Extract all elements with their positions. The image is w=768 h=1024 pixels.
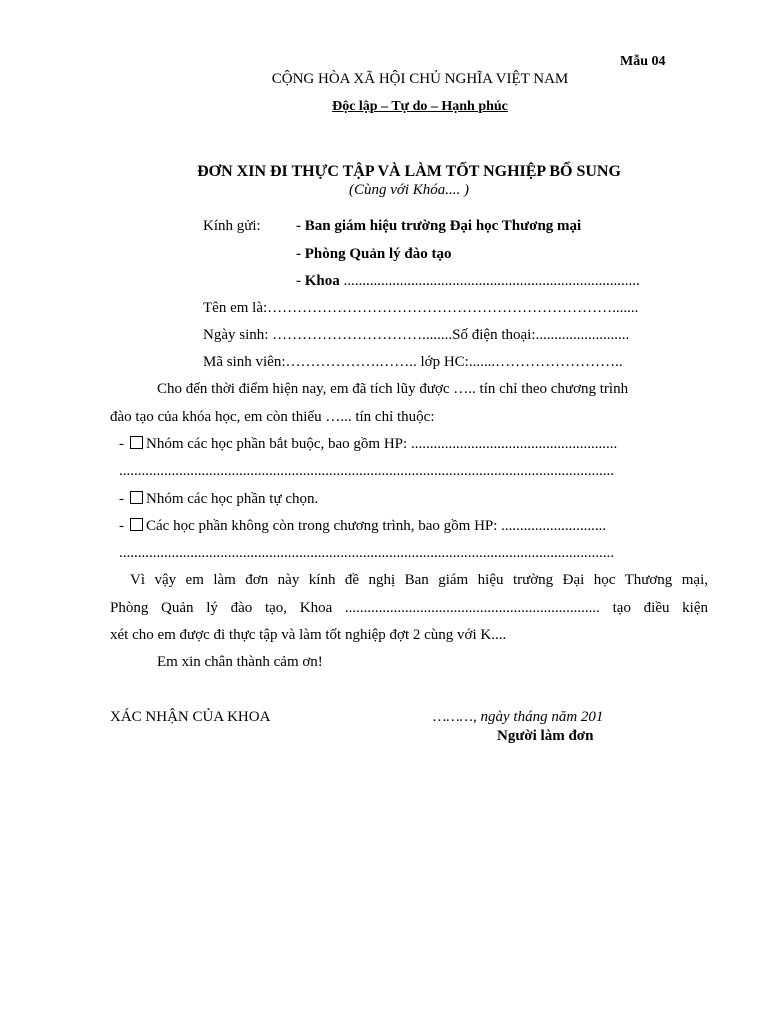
recipient-label: Kính gửi: (203, 218, 261, 234)
thanks-line: Em xin chân thành cảm ơn! (157, 654, 323, 670)
student-id-field: Mã sinh viên:……………….…….. lớp HC:.......…………………….. (203, 354, 623, 370)
paragraph-1-line-1: Cho đến thời điểm hiện nay, em đã tích lũy được ….. tín chỉ theo chương trình (157, 381, 629, 397)
recipient-line-1: - Ban giám hiệu trường Đại học Thương mại (296, 218, 582, 234)
option-required-continuation: .................................................................................................................................... (119, 463, 614, 479)
option-required-courses: - Nhóm các học phần bắt buộc, bao gồm HP: ....................................................... (119, 436, 618, 452)
paragraph-2-line-3: xét cho em được đi thực tập và làm tốt nghiệp đợt 2 cùng với K.... (110, 627, 507, 643)
checkbox-icon[interactable] (130, 491, 143, 504)
recipient-faculty-dots: ............................................................................... (339, 273, 640, 289)
dob-phone-field: Ngày sinh: …………………………........Số điện thoại:......................... (203, 327, 630, 343)
subtitle: (Cùng với Khóa.... ) (348, 182, 470, 198)
option-removed-label: Các học phần không còn trong chương trình, bao gồm HP: ............................ (146, 518, 607, 534)
option-elective-courses: - Nhóm các học phần tự chọn. (119, 491, 319, 507)
option-required-label: Nhóm các học phần bắt buộc, bao gồm HP: ....................................................... (146, 436, 618, 452)
option-removed-continuation: .................................................................................................................................... (119, 545, 614, 561)
paragraph-2-line-2: Phòng Quản lý đào tạo, Khoa .................................................................... tạo điều kiện (110, 600, 708, 616)
applicant-label: Người làm đơn (497, 728, 594, 744)
option-removed-courses: - Các học phần không còn trong chương trình, bao gồm HP: ............................ (119, 518, 607, 534)
page-title: ĐƠN XIN ĐI THỰC TẬP VÀ LÀM TỐT NGHIỆP BỔ SUNG (197, 163, 621, 180)
paragraph-1-line-2: đào tạo của khóa học, em còn thiếu …... tín chỉ thuộc: (110, 409, 435, 425)
recipient-line-2: - Phòng Quản lý đào tạo (296, 246, 452, 262)
faculty-confirmation-label: XÁC NHẬN CỦA KHOA (110, 709, 271, 725)
paragraph-2-line-1: Vì vậy em làm đơn này kính đề nghị Ban giám hiệu trường Đại học Thương mại, (130, 572, 708, 588)
option-elective-label: Nhóm các học phần tự chọn. (146, 491, 319, 507)
recipient-faculty-label: - Khoa (296, 273, 340, 289)
form-code: Mẫu 04 (620, 54, 666, 69)
name-field: Tên em là:……………………………………………………………....... (203, 300, 639, 316)
signature-date: ………, ngày tháng năm 201 (433, 709, 604, 725)
checkbox-icon[interactable] (130, 436, 143, 449)
motto: Độc lập – Tự do – Hạnh phúc (332, 99, 508, 114)
nation-header: CỘNG HÒA XÃ HỘI CHỦ NGHĨA VIỆT NAM (271, 71, 569, 87)
recipient-line-3 (296, 273, 640, 290)
checkbox-icon[interactable] (130, 518, 143, 531)
